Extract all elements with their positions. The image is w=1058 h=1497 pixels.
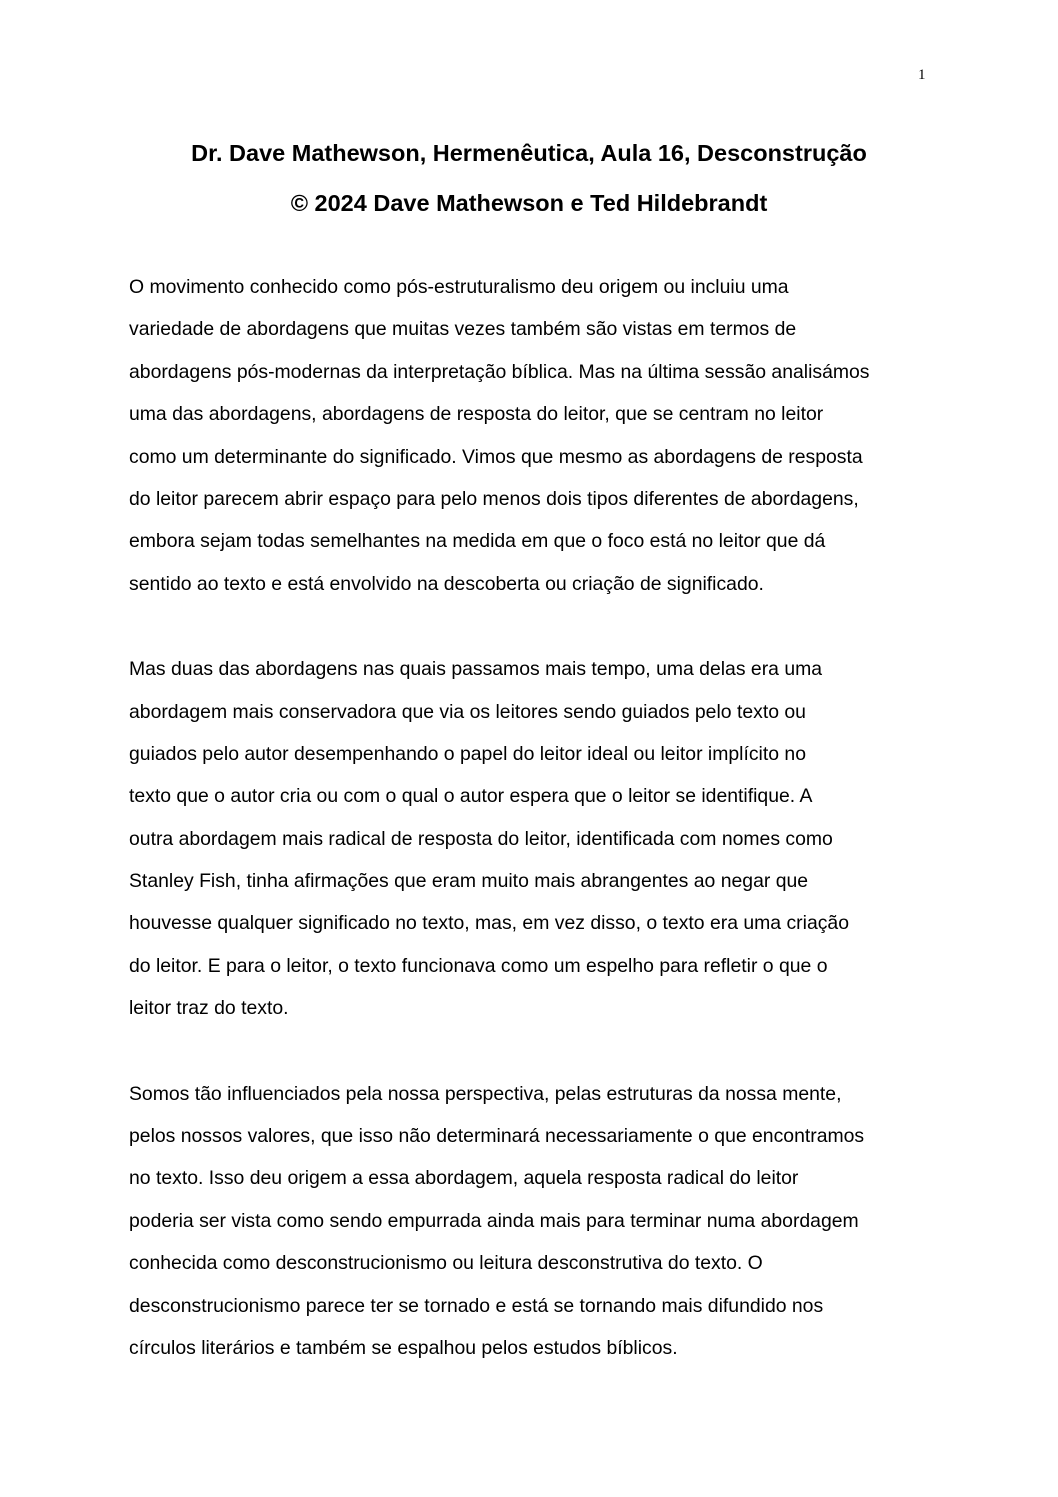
text-line: variedade de abordagens que muitas vezes também são vistas em termos de — [129, 318, 797, 341]
text-line: houvesse qualquer significado no texto, mas, em vez disso, o texto era uma criação — [129, 912, 849, 935]
document-title — [0, 128, 1058, 228]
text-line: do leitor parecem abrir espaço para pelo menos dois tipos diferentes de abordagens, — [129, 487, 859, 510]
text-line: do leitor. E para o leitor, o texto funcionava como um espelho para refletir o que o — [129, 954, 828, 977]
text-line: círculos literários e também se espalhou pelos estudos bíblicos. — [129, 1336, 678, 1359]
paragraph-3 — [129, 1073, 929, 1370]
document-body — [129, 266, 929, 1412]
text-line: embora sejam todas semelhantes na medida em que o foco está no leitor que dá — [129, 530, 826, 553]
title-line-1: Dr. Dave Mathewson, Hermenêutica, Aula 16, Desconstrução — [191, 140, 867, 166]
text-line: poderia ser vista como sendo empurrada ainda mais para terminar numa abordagem — [129, 1209, 859, 1232]
text-line: sentido ao texto e está envolvido na descoberta ou criação de significado. — [129, 572, 764, 595]
paragraph-1 — [129, 266, 929, 605]
text-line: leitor traz do texto. — [129, 997, 289, 1020]
text-line: pelos nossos valores, que isso não determinará necessariamente o que encontramos — [129, 1125, 865, 1148]
text-line: conhecida como desconstrucionismo ou leitura desconstrutiva do texto. O — [129, 1252, 763, 1275]
text-line: Mas duas das abordagens nas quais passamos mais tempo, uma delas era uma — [129, 658, 823, 681]
text-line: no texto. Isso deu origem a essa abordagem, aquela resposta radical do leitor — [129, 1167, 799, 1190]
text-line: como um determinante do significado. Vimos que mesmo as abordagens de resposta — [129, 445, 863, 468]
text-line: guiados pelo autor desempenhando o papel do leitor ideal ou leitor implícito no — [129, 742, 806, 765]
text-line: outra abordagem mais radical de resposta do leitor, identificada com nomes como — [129, 827, 833, 850]
text-line: texto que o autor cria ou com o qual o autor espera que o leitor se identifique. A — [129, 785, 813, 808]
text-line: O movimento conhecido como pós-estruturalismo deu origem ou incluiu uma — [129, 276, 789, 298]
title-line-2: © 2024 Dave Mathewson e Ted Hildebrandt — [290, 190, 768, 216]
paragraph-2 — [129, 648, 929, 1030]
text-line: desconstrucionismo parece ter se tornado e está se tornando mais difundido nos — [129, 1294, 824, 1317]
text-line: Somos tão influenciados pela nossa perspectiva, pelas estruturas da nossa mente, — [129, 1082, 842, 1105]
text-line: Stanley Fish, tinha afirmações que eram muito mais abrangentes ao negar que — [129, 870, 809, 893]
text-line: abordagem mais conservadora que via os leitores sendo guiados pelo texto ou — [129, 700, 806, 723]
page-number: 1 — [918, 67, 926, 83]
text-line: uma das abordagens, abordagens de resposta do leitor, que se centram no leitor — [129, 403, 824, 426]
text-line: abordagens pós-modernas da interpretação bíblica. Mas na última sessão analisámos — [129, 360, 870, 383]
